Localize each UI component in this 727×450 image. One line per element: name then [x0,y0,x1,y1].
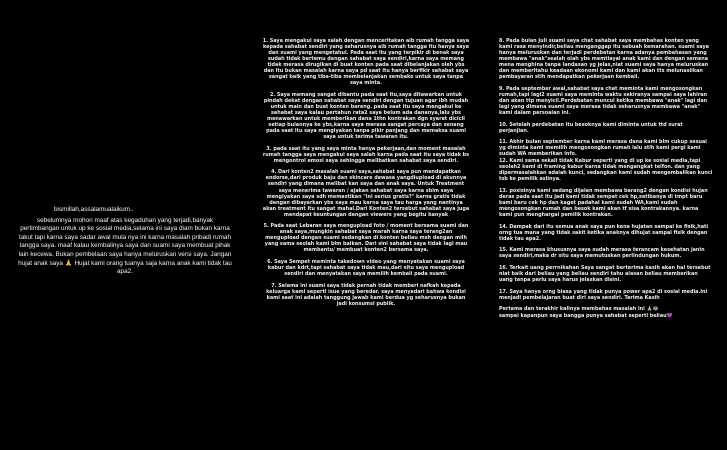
statement-point: 8. Pada bulan Juli suami saya chat sahabat saya membahas konten yang kami rasa menyindir,beliau menganggap itu sebuah kemarahan. suami saya hanya meluruskan dan terjadi perdebatan karna adanya pembahasan yang membawa "anak"sealah olah ybs memtiayai anak kami dan dengan semena mena menghina tanpa landasan yg jelas,niat suami saya hanya meluruskan dan memberitahu keadaan ekonomi kami dan kami akan tts melunasiikan pembayaran stlh mendapatkan pekerjaan kembali. [499,38,709,81]
statement-point: 5. Pada saat Lebaran saya mengupload foto / moment bersama suami dan anak saya,mungkin sahabat saya marah karna saya terang2an mengupload dengan suami sedangkan di konten beliau msh dengan milh yang sama seolah kami blm baikan. Dari sini sahabat saya tidak lagi mau membantu/ membuat konten2 bersama saya. [263,223,469,254]
statement-panel-2 [485,0,727,450]
closing-line: Pertama dan terakhir kalinya membahas masalah ini 🙏😂 [499,306,659,313]
statement-point: 1. Saya mengakui saya salah dengan menceritakan aib rumah tangga saya kepada sahabat sendiri yang seharusnya aib rumah tangga itu hanya saya dan suami yang mengetahui. Pada saat itu yang terpikir di benak saya sudah tidak bertemu dengan sahabat saya sendiri,karna saya memang tidak merasa dirugikan di buat konten pada saat dibelanjakan oleh ybs dan itu bukan masalah karna saya pd saat itu hanya berfikir sahabat saya sangat baik yang tiba-tiba membelanjakan sembako untuk saya tanpa saya minta. [262,38,470,87]
intro-text [18,206,232,277]
statement-point: 15. Kami merasa khususnya saya sudah merasa terancam kesehatan janin saya sendiri,maka dr situ saya memutuskan perlindungan hukum. [499,247,705,260]
statement-point: 2. Saya memang sangat dibantu pada saat itu,saya ditawarkan untuk pindah dekat dengan sahabat saya sendiri dengan tujuan agar ibh mudah untuk main dan buat konten bareng. pada saat itu saya mengakui ke sahabat saya kalau pertahun rata2 saya belum ada dananya,lalu ybs menawarkan untuk memberikan dana 1thn kontrakan dgn syarat diciciI setiap bulannya ke ybs,karna saya merasa sangat percaya dan senang pada saat itu saya mengiyakan tanpa pikir panjang dan memaksa suami saya untuk terima tawaran itu. [263,91,469,141]
statement-point: 10. Setelah perdebatan itu besoknya kami diminta untuk ttd surat perjanjian. [499,121,683,134]
statement-point: 12. Kami sama sekali tidak Kabur seperti yang di up ke sosial media,tapi seolah2 kami di framing kabur karna tidak mengangkat telfon. dan yang dipermasalahkan adalah kunci, sedangkan kami sudah mengembalikan kunci tsb ke pemilik aslinya. [499,158,713,183]
statement-column-1 [262,38,470,312]
statement-point: 13. posisinya kami sedang dijalan membawa barang2 dengan kondisi hujan deras pada saat itu jadi kami tidak sempat cek hp,setibanya di tmpt baru kami baru cek hp dan kaget padahal kami sudah WA,kami sudah mengosongkan rumah dan besok kami akan tf sisa kontrakannya. karna kami pun menghargai pemilik kontrakan. [499,187,708,219]
statement-point: 7. Selama ini suami saya tidak pernah tidak memberi nafkah kepada keluarga kami seperti isue yang beredar. saya menyadari bahwa kondisi kami saat ini adalah tanggung jawab kami berdua yg seharusnya bukan jadi konsumsi publik. [266,282,466,307]
intro-greeting: bismillah,assalamualaikum.. [54,206,134,213]
statement-point: 11. Akhir bulan september karna kami merasa dana kami blm cukup sesuai yg diminta kami memilih mengosongkan rumah lalu stlh kami pergi kami sudah WA memberikan info. [499,139,707,158]
statement-point: 16. Terkait uang perrnikahan Saya sangat berterima kasih akan hal tersebut niat baik dari beliau yang beliau sendiri tahu alasan beliau memberikan uang tanpa perlu saya harus jelaskan disini. [499,264,711,284]
intro-body: sebelumnya mohon maaf atas kegaduhan yang terjadi,banyak pertimbangan untuk up ke sosial media,selama ini saya diam bukan karna takut tapi karna saya sadar awal mula nya ini karna masalah pribadi rumah tangga saya. maaf kalau kembalinya saya dan suami saya membuat pihak lain kecewa. Bukan pembelaan saya hanya meluruskan versi saya. Jangan hujat anak saya 🙏 Hujat kami orang tuanya saja karna anak kami tidak tau apa2. [18,216,232,276]
statement-point: 9. Pada september awal,sahabat saya chat meminta kami mengosongkan rumah,tapi lagi2 suami saya meminta waktu sekiranya sampai saya lahiran dan akan ttp menyicil.Perdebatan muncul ketika membawa "anak" lagi dan lagi yang dimana suami saya merasa tidak seharusnya membawa "anak" kami dalam persoalan ini. [499,85,708,117]
statement-point: 14. Dampak dari itu semua anak saya pun kena hujatan sampai ke fisik,hati orng tua mana yang tidak sakit ketika anaknya dihujat sampai fisik dengan tidak tau apa2. [499,223,709,242]
intro-panel [0,0,242,450]
statement-point: 6. Saya Sempet meminta takedown video yang menyatakan suami saya kabur dan kdrt,tapi sahabat saya tidak mau,dari situ saya mengupload sendiri dan menyatakan saya memilih kembali pada suami. [267,259,465,278]
statement-point: 4. Dari konten2 masalah suami saya,sahabat saya pun mendapatkan endorse,dari produk baju dan skincare dewasa yangdiupload di akunnya sendiri yang dimana melibat kan saya dan anak saya. Untuk Treatment saya menerima tawaran / ajakan sahabat saya karna sblm saya mengiyakan saya sdh memastikan "ini serius gratis?" karna gratis tidak dengan dibayarkan ybs saya mau karna saya tau harga yang nantinya akan treatment itu sangat mahal.Dari Konten2 tersebut sahabat saya juga mendapat keuntungan dengan viewers yang begitu banyak [262,169,470,218]
statement-column-2 [499,38,713,325]
statement-panel-1 [242,0,485,450]
statement-point: 17. Saya hanya orng biasa yang tidak punya power apa2 di sosial media.ini menjadi pembelajaran buat diri saya sendiri. Terima Kasih [499,288,708,301]
statement-point: 3. pada saat itu yang saya minta hanya pekerjaan,dan moment masalah rumah tangga saya mengakui saya salah karna pada saat itu saya tidak bs mengontrol emosi saya sehingga melibatkan sahabat saya sendiri. [262,145,470,164]
closing-line: sampai kapanpun saya bangga punya sahabat seperti beliau💜 [499,313,673,320]
